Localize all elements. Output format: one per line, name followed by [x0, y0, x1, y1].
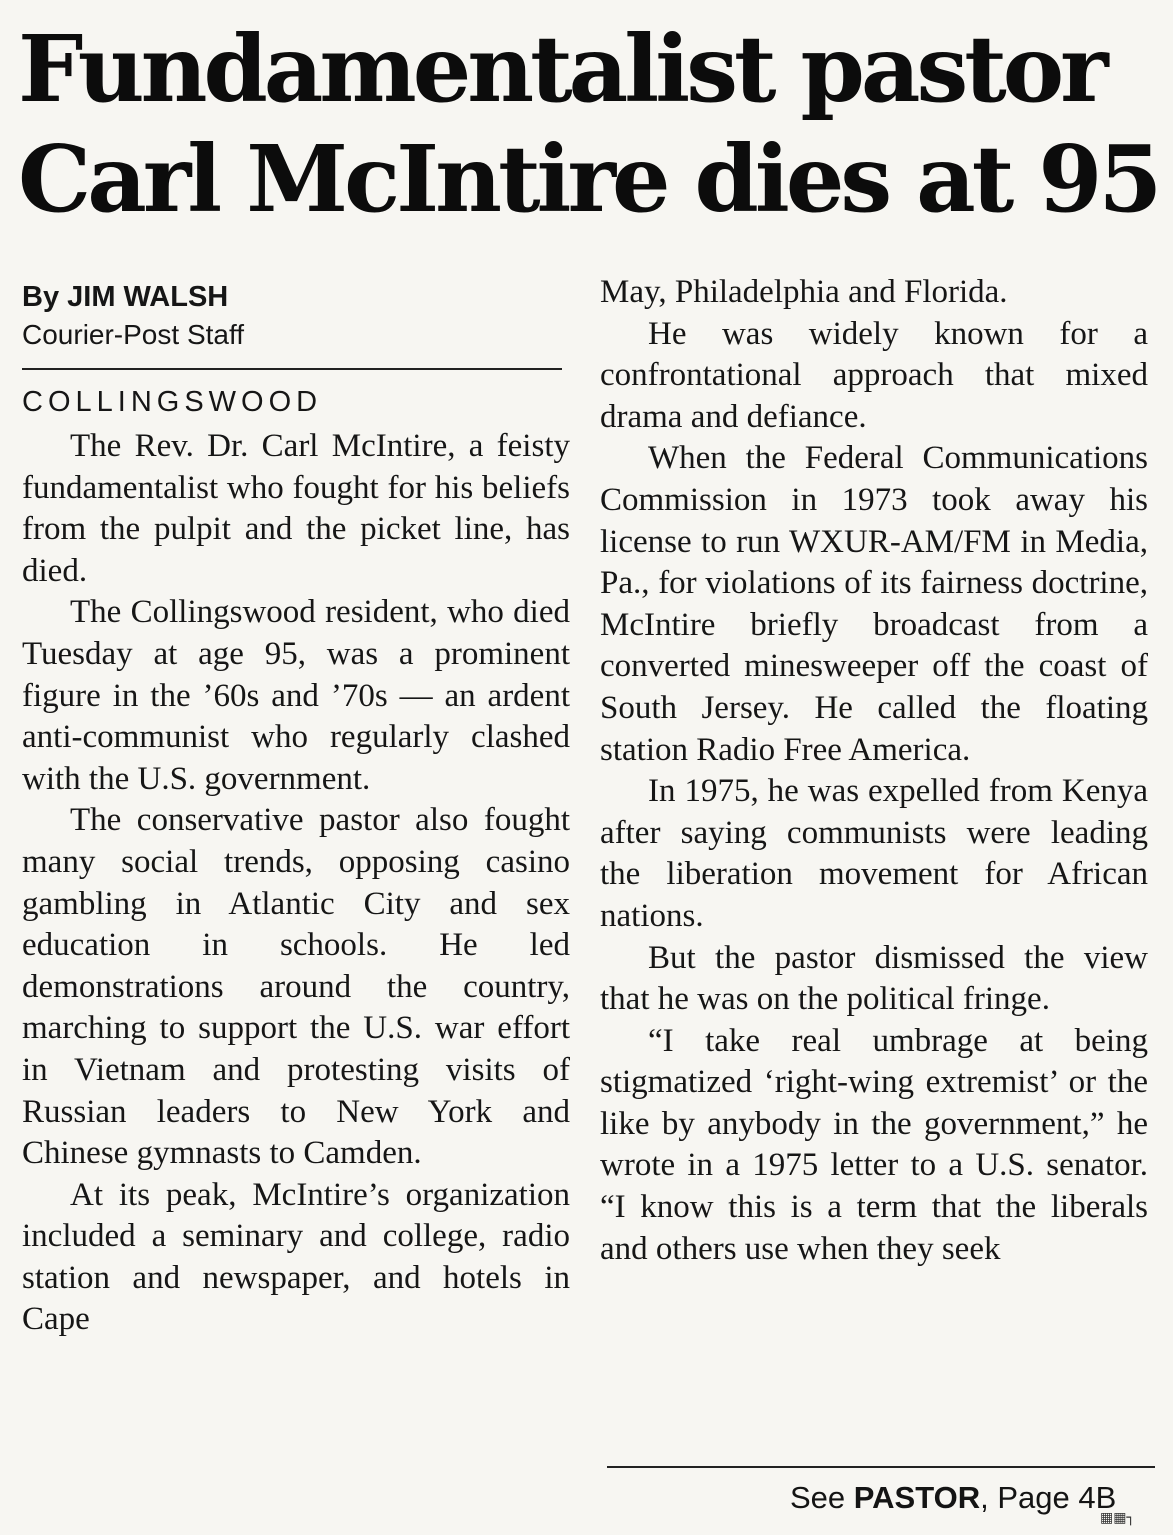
jump-divider	[607, 1466, 1155, 1468]
paragraph: But the pastor dismissed the view that he was on the political fringe.	[600, 939, 1148, 1018]
paragraph: “I take real umbrage at being stigmatized ‘right-wing extremist’ or the like by anybody in the government,” he wrote in a 1975 letter to a U.S. senator. “I know this is a term that the liberals and others use when they seek	[600, 1022, 1148, 1267]
continued-see: See	[790, 1480, 854, 1515]
paragraph: The conservative pastor also fought many social trends, opposing casino gambling in Atlantic City and sex education in schools. He led demonstrations around the country, marching to support the U.S. war effort in Vietnam and protesting visits of Russian leaders to New York and Chinese gymnasts to Camden.	[22, 802, 570, 1172]
right-column	[600, 272, 1148, 1270]
registration-mark-icon: ▦▦┐	[1100, 1510, 1135, 1526]
paragraph: May, Philadelphia and Florida.	[600, 274, 1008, 310]
paragraph: In 1975, he was expelled from Kenya after saying communists were leading the liberation movement for African nations.	[600, 773, 1148, 934]
continued-section: PASTOR	[853, 1480, 981, 1515]
paragraph: At its peak, McIntire’s organization included a seminary and college, radio station and newspaper, and hotels in Cape	[22, 1176, 570, 1338]
paragraph: The Rev. Dr. Carl McIntire, a feisty fundamentalist who fought for his beliefs from the pulpit and the picket line, has died.	[22, 428, 570, 589]
byline-staff: Courier-Post Staff	[22, 319, 245, 350]
paragraph: The Collingswood resident, who died Tuesday at age 95, was a prominent figure in the ’60s and ’70s — an ardent anti-communist who regularly clashed with the U.S. government.	[22, 594, 570, 797]
headline	[18, 14, 1159, 234]
byline-divider	[22, 368, 562, 370]
headline-line-2: Carl McIntire dies at 95	[18, 125, 1159, 233]
continued-page: , Page 4B	[980, 1480, 1117, 1515]
continued-line	[790, 1478, 1116, 1518]
byline-author: By JIM WALSH	[22, 281, 229, 313]
paragraph: He was widely known for a confrontational approach that mixed drama and defiance.	[600, 315, 1148, 435]
dateline: COLLINGSWOOD	[22, 386, 323, 418]
headline-line-1: Fundamentalist pastor	[18, 15, 1105, 123]
paragraph: When the Federal Communications Commission in 1973 took away his license to run WXUR-AM/FM in Media, Pa., for violations of its fairness doctrine, McIntire briefly broadcast from a converted minesweeper off the coast of South Jersey. He called the floating station Radio Free America.	[600, 440, 1148, 768]
left-column	[22, 278, 570, 1341]
